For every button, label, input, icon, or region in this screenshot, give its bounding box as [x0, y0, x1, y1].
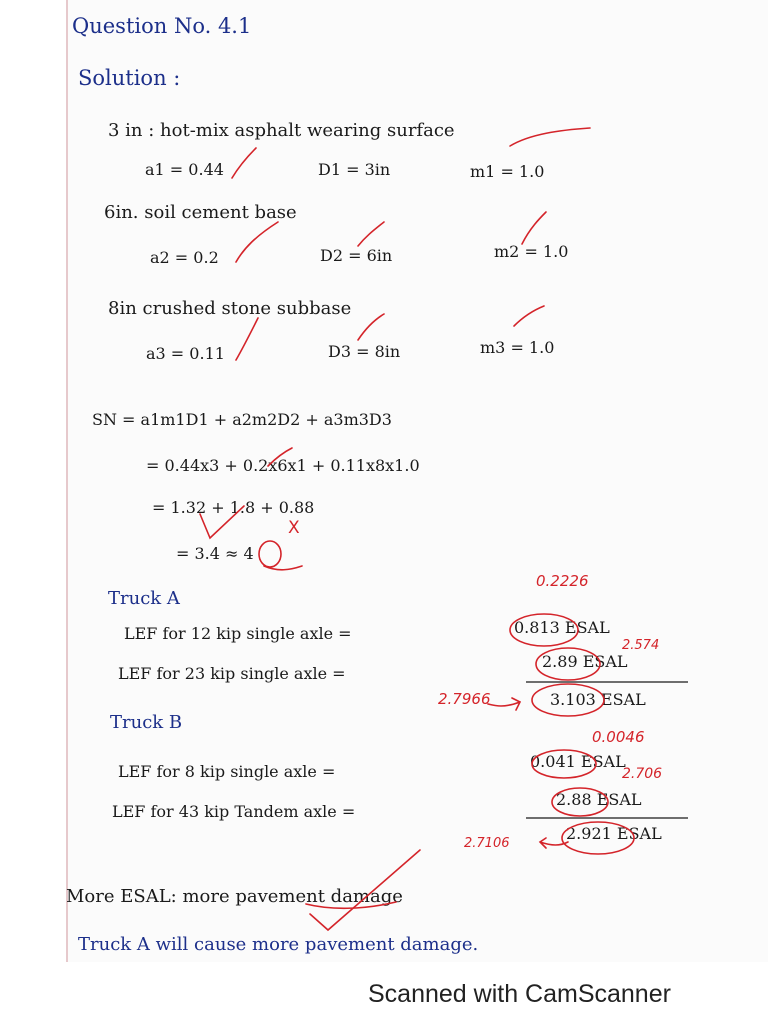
- layer-1-description: 3 in : hot-mix asphalt wearing surface: [108, 120, 455, 141]
- correction-a-total: 2.7966: [438, 690, 491, 708]
- sn-step-2: = 1.32 + 1.8 + 0.88: [152, 498, 315, 517]
- margin-line: [66, 0, 68, 962]
- layer-3-coefficient: a3 = 0.11: [146, 344, 225, 363]
- truck-a-title: Truck A: [108, 588, 180, 609]
- correction-a-row-2: 2.574: [622, 638, 660, 653]
- truck-b-row-2-value: 2.88 ESAL: [556, 790, 642, 809]
- truck-b-title: Truck B: [110, 712, 183, 733]
- layer-3-drainage: m3 = 1.0: [480, 338, 555, 357]
- correction-b-row-1: 0.0046: [592, 728, 645, 746]
- truck-a-row-2-label: LEF for 23 kip single axle =: [118, 664, 346, 683]
- correction-b-row-2: 2.706: [622, 766, 663, 782]
- layer-1-coefficient: a1 = 0.44: [145, 160, 224, 179]
- truck-b-total: 2.921 ESAL: [566, 824, 662, 843]
- correction-a-row-1: 0.2226: [536, 572, 589, 590]
- truck-b-row-1-label: LEF for 8 kip single axle =: [118, 762, 336, 781]
- truck-a-row-2-value: 2.89 ESAL: [542, 652, 628, 671]
- conclusion-line-2: Truck A will cause more pavement damage.: [78, 934, 479, 955]
- truck-b-row-1-value: 0.041 ESAL: [530, 752, 626, 771]
- layer-2-description: 6in. soil cement base: [104, 202, 297, 223]
- layer-2-depth: D2 = 6in: [320, 246, 393, 265]
- conclusion-line-1: More ESAL: more pavement damage: [66, 886, 403, 907]
- truck-a-row-1-value: 0.813 ESAL: [514, 618, 610, 637]
- truck-b-row-2-label: LEF for 43 kip Tandem axle =: [112, 802, 356, 821]
- sn-step-1: = 0.44x3 + 0.2x6x1 + 0.11x8x1.0: [146, 456, 420, 475]
- scanner-watermark: Scanned with CamScanner: [368, 980, 671, 1008]
- layer-3-depth: D3 = 8in: [328, 342, 401, 361]
- layer-1-drainage: m1 = 1.0: [470, 162, 545, 181]
- correction-x-mark: X: [288, 518, 300, 538]
- layer-2-drainage: m2 = 1.0: [494, 242, 569, 261]
- sn-step-3: = 3.4 ≈ 4: [176, 544, 254, 563]
- layer-3-description: 8in crushed stone subbase: [108, 298, 352, 319]
- sn-formula: SN = a1m1D1 + a2m2D2 + a3m3D3: [92, 410, 392, 429]
- solution-heading: Solution :: [78, 66, 181, 90]
- truck-a-total: 3.103 ESAL: [550, 690, 646, 709]
- correction-b-total: 2.7106: [464, 836, 510, 851]
- question-number: Question No. 4.1: [72, 14, 252, 38]
- layer-1-depth: D1 = 3in: [318, 160, 391, 179]
- truck-a-row-1-label: LEF for 12 kip single axle =: [124, 624, 352, 643]
- layer-2-coefficient: a2 = 0.2: [150, 248, 219, 267]
